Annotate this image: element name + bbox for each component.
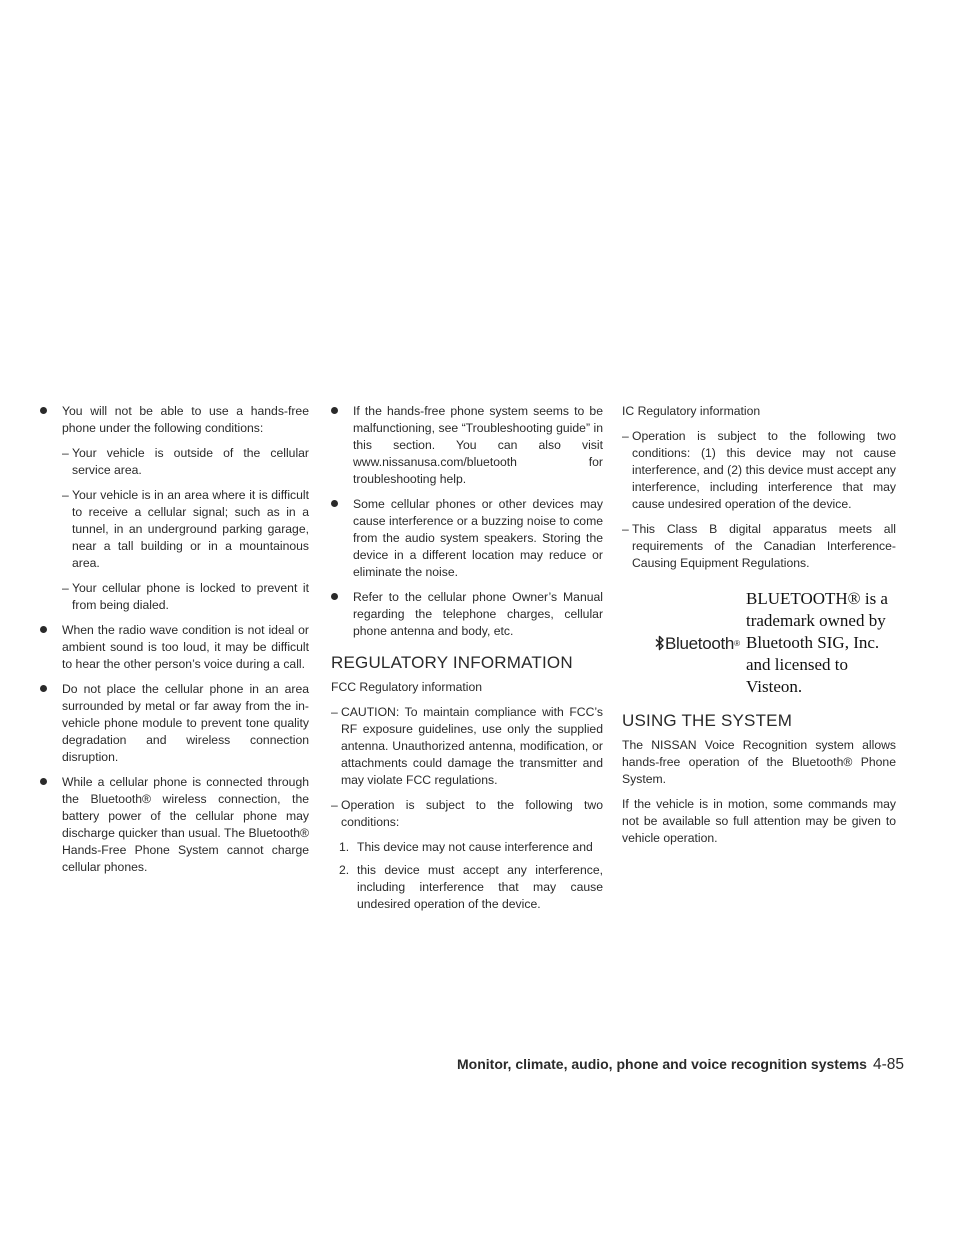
trademark-notice <box>746 588 888 698</box>
bluetooth-logo <box>622 635 746 652</box>
bullet-icon <box>40 685 47 692</box>
paragraph: If the vehicle is in motion, some commands may not be available so full attention may be given to vehicle operation. <box>622 797 896 845</box>
bullet-text: You will not be able to use a hands-free phone under the following conditions: <box>62 404 309 435</box>
dash-icon: – <box>622 522 629 536</box>
dash-text: Your cellular phone is locked to prevent it from being dialed. <box>72 581 309 612</box>
column-left <box>40 403 309 884</box>
bullet-icon <box>331 407 338 414</box>
numbered-item <box>331 862 603 913</box>
trademark-line: Visteon. <box>746 677 803 696</box>
column-right <box>622 403 896 855</box>
dash-text: Operation is subject to the following two conditions: <box>341 798 603 829</box>
bullet-item <box>331 496 603 581</box>
item-number: 1. <box>339 840 350 854</box>
bullet-text: When the radio wave condition is not ideal or ambient sound is too loud, it may be difficult to hear the other person’s voice during a call. <box>62 623 309 671</box>
dash-item <box>622 521 896 572</box>
bullet-item <box>40 622 309 673</box>
paragraph: The NISSAN Voice Recognition system allows hands-free operation of the Bluetooth® Phone System. <box>622 738 896 786</box>
dash-text: This Class B digital apparatus meets all requirements of the Canadian Interference-Causing Equipment Regulations. <box>632 522 896 570</box>
dash-icon: – <box>331 705 338 719</box>
bullet-item <box>40 774 309 876</box>
dash-icon: – <box>331 798 338 812</box>
dash-item <box>331 704 603 789</box>
item-text: this device must accept any interference, including interference that may cause undesired operation of the device. <box>357 863 603 911</box>
bullet-item <box>40 403 309 437</box>
registered-mark: ® <box>734 638 740 648</box>
dash-item <box>331 797 603 831</box>
bullet-text: While a cellular phone is connected through the Bluetooth® wireless connection, the battery power of the cellular phone may discharge quicker than usual. The Bluetooth® Hands-Free Phone System cannot charge cellular phones. <box>62 775 309 874</box>
bullet-text: Do not place the cellular phone in an area surrounded by metal or far away from the in-vehicle phone module to prevent tone quality degradation and wireless connection disruption. <box>62 682 309 764</box>
bullet-text: If the hands-free phone system seems to be malfunctioning, see “Troubleshooting guide” in this section. You can also visit www.nissanusa.com/bluetooth for troubleshooting help. <box>353 404 603 486</box>
bullet-item <box>331 589 603 640</box>
numbered-item <box>331 839 603 856</box>
bluetooth-trademark-block <box>622 588 896 698</box>
dash-icon: – <box>62 446 69 460</box>
ic-label: IC Regulatory information <box>622 404 761 418</box>
footer-title: Monitor, climate, audio, phone and voice recognition systems <box>457 1056 867 1072</box>
trademark-line: BLUETOOTH® is a <box>746 589 888 608</box>
column-middle <box>331 403 603 919</box>
bluetooth-icon <box>655 635 665 651</box>
bullet-icon <box>331 593 338 600</box>
bullet-text: Refer to the cellular phone Owner’s Manual regarding the telephone charges, cellular phone antenna and body, etc. <box>353 590 603 638</box>
fcc-label: FCC Regulatory information <box>331 680 483 694</box>
trademark-line: trademark owned by <box>746 611 886 630</box>
trademark-line: and licensed to <box>746 655 848 674</box>
bullet-icon <box>331 500 338 507</box>
page-footer <box>0 1056 904 1074</box>
page-number: 4-85 <box>872 1056 904 1073</box>
item-number: 2. <box>339 863 350 877</box>
dash-item <box>40 445 309 479</box>
item-text: This device may not cause interference and <box>357 840 593 854</box>
section-heading-using: USING THE SYSTEM <box>622 711 793 730</box>
dash-text: CAUTION: To maintain compliance with FCC’s RF exposure guidelines, use only the supplied antenna. Unauthorized antenna, modification, or attachments could damage the transmitter and may violate FCC regulations. <box>341 705 603 787</box>
bullet-item <box>40 681 309 766</box>
bullet-text: Some cellular phones or other devices may cause interference or a buzzing noise to come from the audio system speakers. Storing the device in a different location may reduce or eliminate the noise. <box>353 497 603 579</box>
dash-item <box>40 580 309 614</box>
dash-item <box>622 428 896 513</box>
dash-icon: – <box>62 488 69 502</box>
dash-text: Your vehicle is outside of the cellular service area. <box>72 446 309 477</box>
section-heading-regulatory: REGULATORY INFORMATION <box>331 653 573 672</box>
bullet-icon <box>40 626 47 633</box>
bullet-icon <box>40 778 47 785</box>
trademark-line: Bluetooth SIG, Inc. <box>746 633 880 652</box>
dash-text: Operation is subject to the following two conditions: (1) this device may not cause interference, and (2) this device must accept any interference, including interference that may cause undesired operation of the device. <box>632 429 896 511</box>
dash-text: Your vehicle is in an area where it is difficult to receive a cellular signal; such as in a tunnel, in an underground parking garage, near a tall building or in a mountainous area. <box>72 488 309 570</box>
bullet-item <box>331 403 603 488</box>
dash-item <box>40 487 309 572</box>
dash-icon: – <box>62 581 69 595</box>
bluetooth-wordmark: Bluetooth <box>664 633 735 653</box>
bullet-icon <box>40 407 47 414</box>
dash-icon: – <box>622 429 629 443</box>
